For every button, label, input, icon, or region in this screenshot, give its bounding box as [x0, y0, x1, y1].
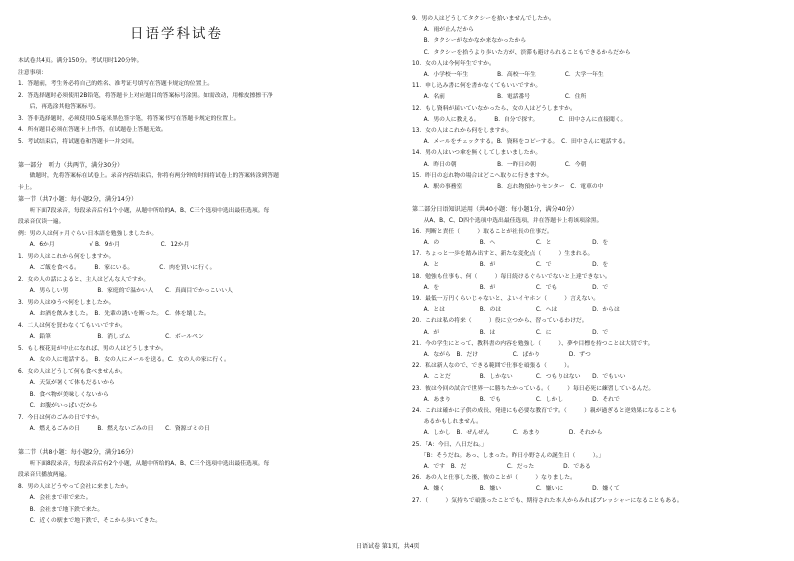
left-text-line: 3．男の人はゆうべ何をしましたか。	[18, 299, 115, 306]
left-text-line: C．近くの駅まで地下鉄で、そこから歩いてきた。	[18, 518, 162, 524]
right-text-line: A．しかし B．ぜんぜん C．あまり D．それから	[412, 430, 603, 437]
right-text-line: A．名前 B．電話番号 C．住所	[412, 94, 587, 101]
left-text-line: 第二节（共8小题：每小题2分，满分16分）	[18, 449, 138, 456]
left-text-line: 8．男の人はどうやって会社に来ましたか。	[18, 483, 132, 490]
left-text-line: 6．女の人はどうして何も食べませんか。	[18, 368, 127, 375]
right-text-line: 13．女の人はこれから何をしますか。	[412, 128, 513, 134]
right-text-line: 14．男の人はいつ傘を無くしてしまいましたか。	[412, 150, 542, 157]
left-text-line: C．お腹がいっぱいだから	[18, 403, 98, 409]
right-text-line: 16．判断と責任（ ）取ることが社長の仕事だ。	[412, 228, 553, 235]
right-text-line: A．小学校一年生 B．高校一年生 C．大学一年生	[412, 72, 604, 78]
right-text-line: A．駅の事務室 B．忘れ物預かりセンター C．電車の中	[412, 184, 604, 190]
left-text-line: 第一节（共7小题：每小题2分，满分14分）	[18, 196, 138, 203]
left-text-line: 做题时，先将答案标在试卷上。录音内容结束后，你将有两分钟的时间将试卷上的答案转涂到答题	[18, 173, 279, 179]
right-text-line: 9．男の人はどうしてタクシーを拾いませんでしたか。	[412, 16, 555, 22]
right-text-line: あるかもしれません。	[412, 419, 482, 426]
left-text-line: A．6か月 √ B．9か月 C．12か月	[18, 242, 190, 248]
left-text-line: 段录音只播放两遍。	[18, 472, 71, 478]
left-text-line: 1．答题前，考生务必将自己的姓名、准考证号填写在答题卡规定的位置上。	[18, 81, 213, 87]
right-text-line: 23．彼は今回の試合で世界一に勝ちたかっている。（ ）毎日必死に練習しているんだ。	[412, 385, 655, 392]
right-text-line: 22．私は新人なので、できる範囲で仕事を頑張る（ ）。	[412, 363, 573, 370]
right-text-line: A．男の人に教える。 B．自分で探す。 C．田中さんに直接聞く。	[412, 116, 627, 123]
left-text-line: A．会社まで車で来た。	[18, 495, 92, 501]
left-text-line: 3．答非选择题时，必须使用0.5毫米黑色签字笔，将答案书写在答题卡规定的位置上。	[18, 115, 240, 122]
right-text-line: A．メールをチェックする。B．資料をコピーする。 C．田中さんに電話する。	[412, 139, 629, 146]
left-text-line: 后，再选涂其他答案标号。	[18, 104, 100, 110]
right-text-line: A．とは B．のは C．へは D．からは	[412, 307, 620, 314]
page-title: 日语学科试卷	[130, 26, 223, 42]
left-text-line: 2．女の人の話によると、主人はどんな人ですか。	[18, 276, 150, 283]
right-text-line: 27．（ ）気持ちで頑張ったことでも、期待された本人からみればプレッシャーになることもある。	[412, 497, 683, 504]
right-text-line: A．と B．が C．で D．を	[412, 262, 609, 269]
right-text-line: 20．これは私の将来（ ）役に立つから、習っているわけだ。	[412, 318, 588, 325]
left-text-line: A．燃えるごみの日 B．燃えないごみの日 C．資源ゴミの日	[18, 426, 210, 432]
right-text-line: 24．これは確かに子供の成長、発達にも必要な教育です。（ ）親が過ぎると逆効果になることも	[412, 408, 677, 414]
page-footer: 日语试卷 第1页，共4页	[356, 543, 420, 550]
right-text-line: 17．ちょっと一歩を踏み出すと、新たな変化点（ ）生まれる。	[412, 251, 594, 258]
right-text-line: A．ながら B．だけ C．ばかり D．ずつ	[412, 352, 591, 358]
left-text-line: A．ご飯を食べる。 B．家にいる。 C．肉を買いに行く。	[18, 265, 216, 271]
left-text-line: A．お酒を飲みました。 B．先輩の誘いを断った。 C．体を壊した。	[18, 311, 210, 317]
right-text-line: 26．あの人と仕事した後、彼のことが（ ）なりました。	[412, 475, 576, 482]
left-text-line: 7．今日は何のごみの日ですか。	[18, 414, 103, 421]
left-text-line: 2．答选择题时必须使用2B铅笔，将答题卡上对应题目的答案标号涂黑。如需改动，用橡皮擦擦干净	[18, 92, 273, 99]
left-text-line: 4．二人は何を買わなくてもいいですか。	[18, 322, 127, 329]
right-text-line: A．雨が止んだから	[412, 27, 474, 34]
right-text-line: 21．今の学生にとって、教科書の内容を勉強し（ ）、夢や目標を持つことは大切です。	[412, 340, 654, 347]
right-text-line: 「B：そうだね。あっ、しまった。昨日小野さんの誕生日（ ）。」	[412, 452, 605, 459]
right-text-line: A．嫌く B．嫌い C．嫌いに D．嫌くて	[412, 486, 620, 493]
left-text-line: 5．もし桜花見が中止になれば、男の人はどうしますか。	[18, 345, 167, 352]
left-text-line: 卡上。	[18, 184, 36, 191]
left-text-line: 听下面8段录音，每段录音后有2个小题，从题中所给的A、B、C三个选项中选出最佳选项。每	[18, 460, 270, 467]
right-text-line: B．タクシーがなかなか来なかったから	[412, 38, 527, 45]
left-text-line: 注意事项：	[18, 69, 47, 76]
right-text-line: 从A、B、C、D四个选项中选出最佳选项，并在答题卡上将该项涂黑。	[412, 217, 603, 224]
left-text-line: 第一部分 听力（共两节，满分30分）	[18, 161, 124, 169]
right-text-line: A．の B．へ C．と D．を	[412, 240, 609, 246]
left-text-line: 5．考试结束后，将试题卷和答题卡一并交回。	[18, 138, 138, 145]
right-text-line: A．が B．は C．に D．で	[412, 329, 609, 336]
right-text-line: A．を B．が C．でも D．で	[412, 284, 609, 291]
right-text-line: 10．女の人は今何年生ですか。	[412, 60, 495, 67]
left-text-line: A．男らしい男 B．家庭的で温かい人 C．真面目でかっこいい人	[18, 288, 233, 294]
right-text-line: 19．最低一万円くらいじゃないと、よいイヤホン（ ）言えない。	[412, 296, 600, 302]
right-text-line: 18．勉強も仕事も、何（ ）毎日続けるぐらいでないと上達できない。	[412, 273, 611, 280]
right-text-line: A．です B．だ C．だった D．である	[412, 464, 591, 470]
left-text-line: 1．男の人はこれから何をしますか。	[18, 253, 115, 260]
right-text-line: 25．「A：今日、八日だね。」	[412, 441, 488, 448]
right-text-line: A．昨日の朝 B．一昨日の朝 C．今朝	[412, 161, 587, 168]
right-text-line: 15．昨日の忘れ物の場合はどこへ取りに行きますか。	[412, 172, 553, 179]
left-text-line: 本试卷共4页。满分150分。考试用时120分钟。	[18, 58, 143, 64]
left-text-line: 4．所有题目必须在答题卡上作答，在试题卷上答题无效。	[18, 127, 167, 133]
right-text-line: 12．もし資料が届いていなかったら、女の人はどうしますか。	[412, 105, 576, 112]
right-text-line: C．タクシーを拾うより歩いた方が、渋滞も避けられることもできるからだから	[412, 49, 631, 56]
right-text-line: A．ことだ B．しかない C．つもりはない D．でもいい	[412, 374, 626, 381]
left-text-line: A．女の人に電話する。 B．女の人にメールを送る。C．女の人の家に行く。	[18, 357, 230, 363]
left-text-line: A．鉛筆 B．消しゴム C．ボールペン	[18, 334, 204, 340]
left-text-line: 例：男の人は何ヶ月ぐらい日本語を勉強しましたか。	[18, 230, 158, 237]
left-text-line: B．会社まで地下鉄で来た。	[18, 506, 104, 513]
left-text-line: 段录音仅读一遍。	[18, 219, 65, 225]
left-text-line: 听下面7段录音，每段录音后有1个小题，从题中所给的A、B、C三个选项中选出最佳选项。每	[18, 207, 270, 214]
right-text-line: A．あまり B．でも C．しかし D．それで	[412, 396, 620, 403]
right-text-line: 11．申し込み書に何を書かなくてもいいですか。	[412, 83, 542, 90]
right-text-line: 第二部分日语知识运用（共40小题：每小题1分，满分40分）	[412, 206, 578, 214]
left-text-line: B．食べ物が美味しくないから	[18, 391, 109, 398]
left-text-line: A．天気が暑くて体もだるいから	[18, 380, 115, 386]
